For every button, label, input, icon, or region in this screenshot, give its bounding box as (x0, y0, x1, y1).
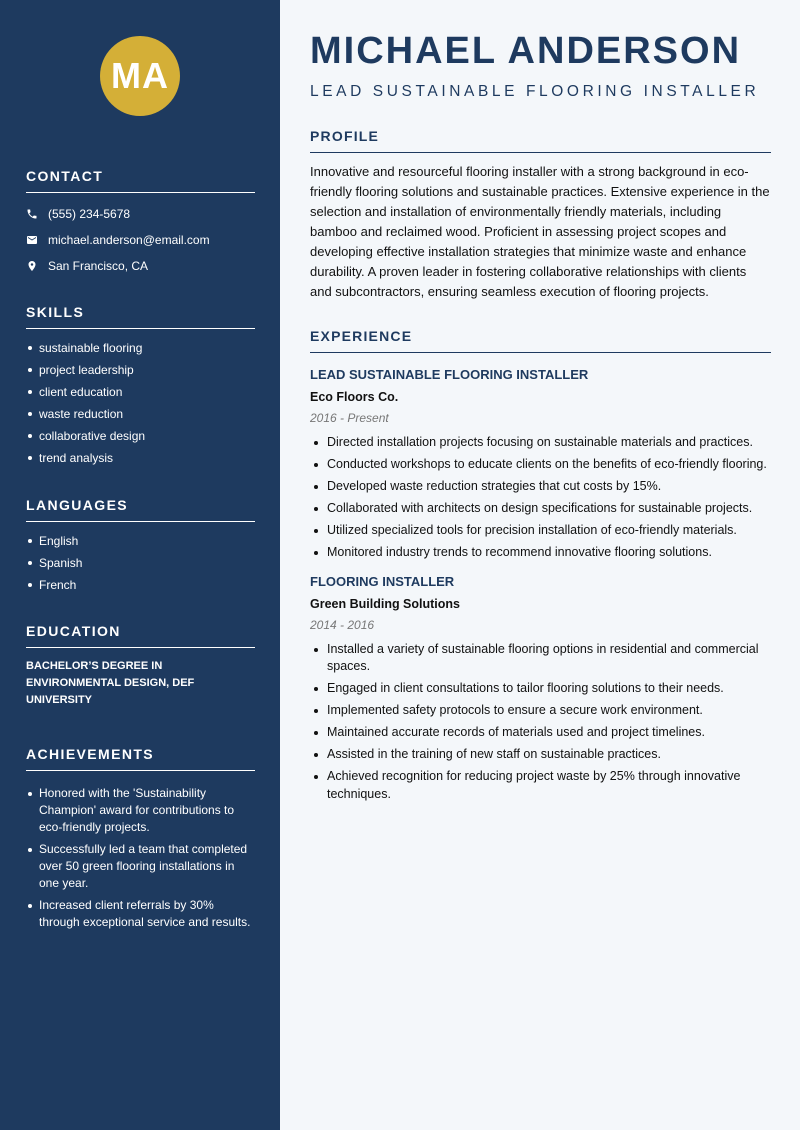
job-dates: 2014 - 2016 (310, 617, 375, 632)
phone-text: (555) 234-5678 (48, 207, 131, 221)
candidate-title: LEAD SUSTAINABLE FLOORING INSTALLER (310, 83, 760, 100)
email-text: michael.anderson@email.com (48, 233, 210, 247)
profile-section (310, 128, 771, 302)
languages-list (26, 530, 255, 596)
skill-item: project leadership (26, 359, 255, 381)
language-item: English (26, 530, 255, 552)
profile-text: Innovative and resourceful flooring installer with a strong background in eco-friendly flooring solutions and sustainable practices. Extensive experience in the selection and installation of environmentally friendly materials, including bamboo and reclaimed wood. Proficient in assessing project scopes and developing effective installation strategies that minimize waste and enhance durability. A proven leader in fostering collaborative relationships with clients and subcontractors, ensuring seamless execution of flooring projects. (310, 164, 770, 299)
job-bullet: Installed a variety of sustainable flooring options in residential and commercial spaces. (310, 641, 771, 676)
skill-item: waste reduction (26, 403, 255, 425)
location-text: San Francisco, CA (48, 259, 149, 273)
education-heading: EDUCATION (26, 623, 255, 648)
experience-section (310, 328, 771, 808)
achievement-item: Increased client referrals by 30% through exceptional service and results. (26, 897, 255, 931)
job-bullet: Maintained accurate records of materials used and project timelines. (310, 724, 771, 742)
achievement-item: Successfully led a team that completed over 50 green flooring installations in one year. (26, 841, 255, 892)
contact-email (26, 227, 255, 253)
job-bullet: Utilized specialized tools for precision installation of eco-friendly materials. (310, 522, 771, 540)
skill-item: client education (26, 381, 255, 403)
profile-heading: PROFILE (310, 128, 771, 153)
language-item: Spanish (26, 552, 255, 574)
skills-section (26, 304, 255, 469)
skill-item: sustainable flooring (26, 337, 255, 359)
job-entry (310, 367, 771, 562)
job-company: Green Building Solutions (310, 596, 460, 611)
email-icon (26, 234, 48, 246)
skills-heading: SKILLS (26, 304, 255, 329)
languages-heading: LANGUAGES (26, 497, 255, 522)
achievement-item: Honored with the 'Sustainability Champion' award for contributions to eco-friendly projects. (26, 785, 255, 836)
job-bullet: Directed installation projects focusing on sustainable materials and practices. (310, 434, 771, 452)
skill-item: trend analysis (26, 447, 255, 469)
job-dates: 2016 - Present (310, 411, 389, 425)
job-title: LEAD SUSTAINABLE FLOORING INSTALLER (310, 367, 589, 382)
job-bullet: Monitored industry trends to recommend innovative flooring solutions. (310, 544, 771, 562)
sidebar (0, 0, 280, 1130)
skill-item: collaborative design (26, 425, 255, 447)
avatar: MA (100, 36, 180, 116)
job-company: Eco Floors Co. (310, 390, 399, 404)
contact-phone (26, 201, 255, 227)
job-bullet: Implemented safety protocols to ensure a secure work environment. (310, 702, 771, 720)
achievements-list (26, 785, 255, 931)
achievements-heading: ACHIEVEMENTS (26, 746, 255, 771)
job-bullet: Achieved recognition for reducing project waste by 25% through innovative techniques. (310, 768, 771, 803)
contact-section (26, 168, 255, 279)
job-bullet: Engaged in client consultations to tailor flooring solutions to their needs. (310, 680, 771, 698)
skills-list (26, 337, 255, 469)
job-bullets (310, 641, 771, 804)
job-entry (310, 574, 771, 804)
languages-section (26, 497, 255, 596)
location-pin-icon (26, 260, 48, 272)
job-bullet: Conducted workshops to educate clients on the benefits of eco-friendly flooring. (310, 456, 771, 474)
contact-location (26, 253, 255, 279)
job-title: FLOORING INSTALLER (310, 573, 455, 589)
language-item: French (26, 574, 255, 596)
job-bullet: Collaborated with architects on design specifications for sustainable projects. (310, 500, 771, 518)
job-bullets (310, 434, 771, 562)
achievements-section (26, 746, 255, 936)
candidate-name: MICHAEL ANDERSON (310, 30, 742, 72)
contact-heading: CONTACT (26, 168, 255, 193)
education-section (26, 623, 255, 709)
job-bullet: Developed waste reduction strategies that cut costs by 15%. (310, 478, 771, 496)
phone-icon (26, 208, 48, 220)
job-bullet: Assisted in the training of new staff on sustainable practices. (310, 746, 771, 764)
education-degree: BACHELOR’S DEGREE IN ENVIRONMENTAL DESIGN, DEF UNIVERSITY (26, 660, 195, 706)
experience-heading: EXPERIENCE (310, 328, 771, 353)
